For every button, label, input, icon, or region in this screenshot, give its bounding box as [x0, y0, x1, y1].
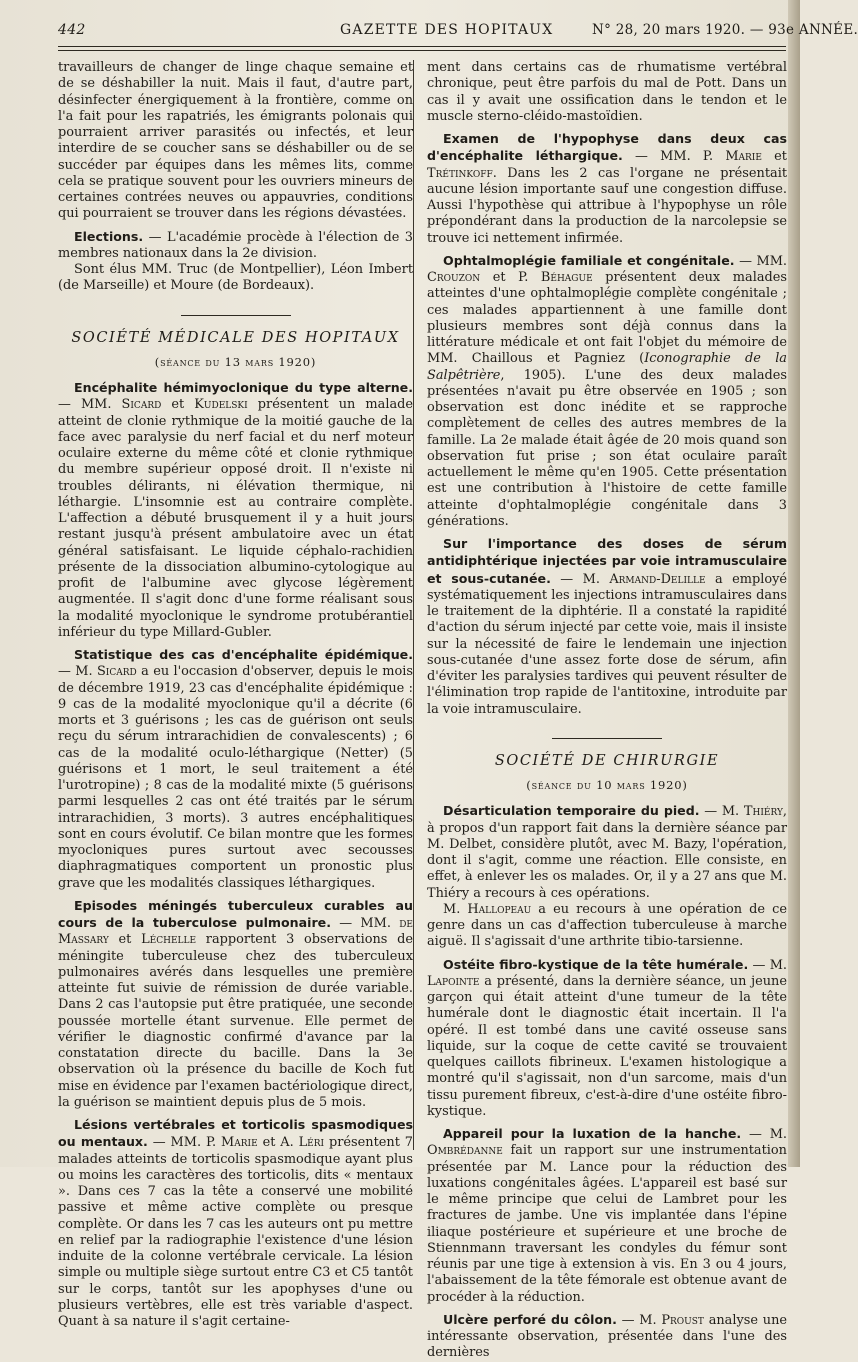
- elected-members: Sont élus MM. Truc (de Montpellier), Léon Imbert (de Marseille) et Moure (de Bordeaux).: [58, 262, 413, 294]
- article-serum-antidiphterique: Sur l'importance des doses de sérum antidiphtérique injectées par voie intramusculaire et sous-cutanée. — M. Armand-Delille a employé systématiquement les injections intramusculaires dans le traitement de la diphtérie. Il a constaté la rapidité d'action du sérum injecté par cette voie, mais il insiste sur la nécessité de faire le lendemain une injection sous-cutanée d'une assez forte dose de sérum, afin d'éviter les paralysies tardives qui peuvent résulter de l'élimination trop rapide de l'antitoxine, introduite par la voie intramusculaire.: [427, 536, 787, 717]
- left-column: [58, 60, 414, 1329]
- paragraph-continuation: ment dans certains cas de rhumatisme vertébral chronique, peut être parfois du mal de Pott. Dans un cas il y avait une ossification dans le tendon et le muscle sterno-cléido-mastoïdien.: [427, 60, 787, 124]
- right-column: [427, 60, 788, 1361]
- author-name: Proust: [661, 1312, 704, 1328]
- author-name: P. Marie: [702, 149, 762, 165]
- article-body: fait un rapport sur une instrumentation présentée par M. Lance pour la réduction des luxations congénitales âgées. L'appareil est basé sur le même principe que celui de Lambret pour les fractures de jambe. Une vis implantée dans l'épine iliaque postérieure et supérieure et une broche de Stiennmann traversant les condyles du fémur sont réunis par une tige à extension à vis. En 3 ou 4 jours, l'abaissement de la tête fémorale est obtenue avant de procéder à la réduction.: [427, 1143, 787, 1305]
- article-heading: Statistique des cas d'encéphalite épidémique.: [74, 647, 413, 662]
- article-desarticulation: Désarticulation temporaire du pied. — M. Thiéry, à propos d'un rapport fait dans la dernière séance par M. Delbet, considère plutôt, avec M. Bazy, l'opération, dont il s'agit, comme une réaction. Elle consiste, en effet, à enlever les os malades. Or, il y a 27 ans que M. Thiéry a recours à ces opérations.: [427, 803, 787, 901]
- header-rule-bottom: [58, 50, 786, 51]
- reference-title: Iconographie de la Salpêtrière: [427, 351, 787, 383]
- article-body: . Dans les 2 cas l'organe ne présentait aucune lésion importante sauf une congestion diffuse. Aussi l'hypothèse qui attribue à l'hypophyse un rôle prépondérant dans la production de la narcolepsie se trouve ici nettement infirmée.: [427, 165, 787, 246]
- author-name: Béhague: [540, 270, 593, 285]
- elections-paragraph: [58, 229, 413, 263]
- author-name: M. Hallopeau: [443, 901, 532, 917]
- article-body: présentent un malade atteint de clonie rythmique de la moitié gauche de la face avec paralysie du nerf facial et du nerf moteur oculaire externe du même côté et clonie rythmique du membre supérieur opposé droit. Il n'existe ni troubles délirants, ni élévation thermique, ni léthargie. L'insomnie est au contraire complète. L'affection a débuté brusquement il y a huit jours restant jusqu'à présent ambulatoire avec un état général satisfaisant. Le liquide céphalo-rachidien présente de la dissociation albumino-cytologique au profit de l'albumine avec glycose légèrement augmentée. Il s'agit donc d'une forme réalisant sous la modalité myoclonique le syndrome protubérantiel inférieur du type Millard-Gubler.: [58, 397, 414, 640]
- article-body: analyse une intéressante observation, présentée dans l'une des dernières: [427, 1312, 787, 1361]
- author-name: Ombrédanne: [427, 1143, 503, 1159]
- author-name: A. Léri: [280, 1135, 325, 1151]
- society-block-chirurgie: [427, 753, 787, 794]
- author-name: Armand-Delille: [609, 571, 706, 587]
- article-luxation-hanche: Appareil pour la luxation de la hanche. — M. Ombrédanne fait un rapport sur une instrumentation présentée par M. Lance pour la réduction des luxations congénitales âgées. L'appareil est basé sur le même principe que celui de Lambret pour les fractures de jambe. Une vis implantée dans l'épine iliaque postérieure et supérieure et une broche de Stiennmann traversant les condyles du fémur sont réunis par une tige à extension à vis. En 3 ou 4 jours, l'abaissement de la tête fémorale est obtenue avant de procéder à la réduction.: [427, 1126, 787, 1305]
- society-block-medicale: [58, 330, 413, 371]
- article-heading: Examen de l'hypophyse dans deux cas d'encéphalite léthargique.: [427, 131, 787, 164]
- article-heading: Appareil pour la luxation de la hanche.: [443, 1126, 742, 1141]
- page-number: 442: [58, 22, 86, 38]
- article-body: présentent deux malades atteintes d'une ophtalmoplégie complète congénitale ; ces malades appartiennent à une famille dont plusieurs membres sont déjà connus dans la littérature médicale et ont fait l'objet du mémoire de MM. Chaillous et Pagniez (: [427, 270, 788, 367]
- article-body: a présenté, dans la dernière séance, un jeune garçon qui était atteint d'une tumeur de la tête humérale dont le diagnostic était incertain. Il l'a opéré. Il est tombé dans une cavité osseuse sans liquide, sur la coque de cette cavité se trouvaient quelques caillots fibrineux. L'examen histologique a montré qu'il s'agissait, non d'un sarcome, mais d'un tissu purement fibreux, c'est-à-dire d'une ostéite fibro-kystique.: [427, 973, 787, 1119]
- society-title: SOCIÉTÉ DE CHIRURGIE: [494, 752, 720, 769]
- society-title: SOCIÉTÉ MÉDICALE DES HOPITAUX: [71, 329, 400, 346]
- article-body: a eu l'occasion d'observer, depuis le mois de décembre 1919, 23 cas d'encéphalite épidémique : 9 cas de la modalité myoclonique qu'il a décrite (6 morts et 3 guérisons ; les cas de guérison ont seuls reçu du sérum intrarachidien de convalescents) ; 6 cas de la modalité oculo-léthargique (Netter) (5 guérisons et 1 mort, le seul traitement a été l'urotropine) ; 8 cas de la modalité mixte (5 guérisons parmi lesquelles 2 cas ont été traités par le sérum intrarachidien, 3 morts). 3 autres encéphalitiques sont en cours évolutif. Ce bilan montre que les formes myocloniques pures surtout avec secousses diaphragmatiques comportent un pronostic plus grave que les modalités classiques léthargiques.: [58, 664, 414, 891]
- author-name: Kudelski: [194, 397, 248, 413]
- article-heading: Encéphalite hémimyoclonique du type alterne.: [74, 380, 413, 395]
- header-rule-top: [58, 46, 786, 47]
- article-heading: Ulcère perforé du côlon.: [443, 1311, 617, 1327]
- article-statistique-encephalite: Statistique des cas d'encéphalite épidémique. — M. Sicard a eu l'occasion d'observer, depuis le mois de décembre 1919, 23 cas d'encéphalite épidémique : 9 cas de la modalité myoclonique qu'il a décrite (6 morts et 3 guérisons ; les cas de guérison ont seuls reçu du sérum intrarachidien de convalescents) ; 6 cas de la modalité oculo-léthargique (Netter) (5 guérisons et 1 mort, le seul traitement a été l'urotropine) ; 8 cas de la modalité mixte (5 guérisons parmi lesquelles 2 cas ont été traités par le sérum intrarachidien, 3 morts). 3 autres encéphalitiques sont en cours évolutif. Ce bilan montre que les formes myocloniques pures surtout avec secousses diaphragmatiques comportent un pronostic plus grave que les modalités classiques léthargiques.: [58, 647, 414, 891]
- article-body: a eu recours à une opération de ce genre dans un cas d'affection tuberculeuse à marche aiguë. Il s'agissait d'une arthrite tibio-tarsienne.: [427, 901, 787, 950]
- author-name: de Massary: [58, 916, 413, 948]
- article-body: rapportent 3 observations de méningite tuberculeuse chez des tuberculeux pulmonaires avérés dans lesquelles une première atteinte fut suivie de rémission de durée variable. Dans 2 cas l'autopsie put être pratiquée, une seconde poussée mortelle étant survenue. Elle permet de vérifier le diagnostic confirmé d'avance par la constatation directe du bacille. Dans la 3e observation où la présence du bacille de Koch fut mise en évidence par l'examen bactériologique direct, la guérison se maintient depuis plus de 5 mois.: [58, 932, 413, 1110]
- author-name: Trétinkoff: [427, 165, 493, 181]
- author-name: Sicard: [96, 664, 137, 680]
- article-heading: Ostéite fibro-kystique de la tête humérale.: [443, 956, 749, 972]
- article-hypophyse: Examen de l'hypophyse dans deux cas d'encéphalite léthargique. — MM. P. Marie et Trétinkoff. Dans les 2 cas l'organe ne présentait aucune lésion importante sauf une congestion diffuse. Aussi l'hypothèse qui attribue à l'hypophyse un rôle prépondérant dans la production de la narcolepsie se trouve ici nettement infirmée.: [427, 131, 787, 246]
- author-name: Crouzon: [427, 270, 481, 285]
- issue-info: N° 28, 20 mars 1920. — 93e ANNÉE.: [592, 22, 858, 38]
- article-hallopeau: [427, 902, 787, 951]
- article-body: , à propos d'un rapport fait dans la dernière séance par M. Delbet, considère plutôt, avec M. Bazy, l'opération, dont il s'agit, comme une réaction. Elle consiste, en effet, à enlever les os malades. Or, il y a 27 ans que M. Thiéry a recours à ces opérations.: [427, 804, 787, 901]
- article-heading: Lésions vertébrales et torticolis spasmodiques ou mentaux.: [58, 1117, 413, 1150]
- society-session: (séance du 10 mars 1920): [526, 778, 688, 792]
- article-ulcere-colon: Ulcère perforé du côlon. — M. Proust analyse une intéressante observation, présentée dans l'une des dernières: [427, 1311, 787, 1361]
- column-divider: [413, 60, 414, 1150]
- article-episodes-meninges: Episodes méningés tuberculeux curables au cours de la tuberculose pulmonaire. — MM. de Massary et Léchelle rapportent 3 observations de méningite tuberculeuse chez des tuberculeux pulmonaires avérés dans lesquelles une première atteinte fut suivie de rémission de durée variable. Dans 2 cas l'autopsie put être pratiquée, une seconde poussée mortelle étant survenue. Elle permet de vérifier le diagnostic confirmé d'avance par la constatation directe du bacille. Dans la 3e observation où la présence du bacille de Koch fut mise en évidence par l'examen bactériologique direct, la guérison se maintient depuis plus de 5 mois.: [58, 897, 413, 1110]
- article-heading: Désarticulation temporaire du pied.: [443, 803, 700, 819]
- article-heading: Sur l'importance des doses de sérum antidiphtérique injectées par voie intramusculaire et sous-cutanée.: [427, 536, 787, 586]
- journal-title: GAZETTE DES HOPITAUX: [340, 22, 554, 38]
- article-lesions-vertebrales: Lésions vertébrales et torticolis spasmodiques ou mentaux. — MM. P. Marie et A. Léri présentent 7 malades atteints de torticolis spasmodique ayant plus ou moins les caractères des torticolis, dits « mentaux ». Dans ces 7 cas la tête a conservé une mobilité passive et même active complète ou presque complète. Or dans les 7 cas les auteurs ont pu mettre en relief par la radiographie l'existence d'une lésion induite de la colonne vertébrale cervicale. La lésion simple ou multiple siège surtout entre C3 et C5 tantôt sur le corps, tantôt sur les apophyses d'une ou plusieurs vertèbres, elle est très variable d'aspect. Quant à sa nature il s'agit certaine-: [58, 1117, 414, 1329]
- book-spine-shadow: [788, 0, 800, 1167]
- article-body: , 1905). L'une des deux malades présentées n'avait pu être observée en 1905 ; son observation est donc inédite et se rapproche complètement de celles des autres membres de la famille. La 2e malade était âgée de 20 mois quand son observation fut prise ; son état oculaire paraît actuellement le même qu'en 1905. Cette présentation est une contribution à l'histoire de cette famille atteinte d'ophtalmoplégie congénitale dans 3 générations.: [427, 367, 787, 529]
- author-name: Sicard: [121, 397, 162, 413]
- author-name: Thiéry: [743, 804, 783, 820]
- article-ophtalmoplegie: Ophtalmoplégie familiale et congénitale. — MM. Crouzon et P. Béhague présentent deux malades atteintes d'une ophtalmoplégie complète congénitale ; ces malades appartiennent à une famille dont plusieurs membres sont déjà connus dans la littérature médicale et ont fait l'objet du mémoire de MM. Chaillous et Pagniez (Iconographie de la Salpêtrière, 1905). L'une des deux malades présentées n'avait pu être observée en 1905 ; son observation est donc inédite et se rapproche complètement de celles des autres membres de la famille. La 2e malade était âgée de 20 mois quand son observation fut prise ; son état oculaire paraît actuellement le même qu'en 1905. Cette présentation est une contribution à l'histoire de cette famille atteinte d'ophtalmoplégie congénitale dans 3 générations.: [427, 252, 788, 529]
- author-name: Léchelle: [141, 932, 197, 948]
- article-heading: Episodes méningés tuberculeux curables au cours de la tuberculose pulmonaire.: [58, 897, 413, 930]
- author-name: P. Marie: [205, 1135, 258, 1151]
- elections-heading: Elections.: [74, 228, 144, 244]
- society-session: (séance du 13 mars 1920): [154, 354, 317, 369]
- article-heading: Ophtalmoplégie familiale et congénitale.: [443, 252, 735, 268]
- paragraph-continuation: travailleurs de changer de linge chaque semaine et de se déshabiller la nuit. Mais il faut, d'autre part, désinfecter énergiquement à la frontière, comme on l'a fait pour les rapatriés, les émigrants polonais qui pourraient arriver parasités ou infectés, et leur interdire de se coucher sans se déshabiller ou de se succéder par équipes dans les mêmes lits, comme cela se pratique souvent pour les ouvriers mineurs de certaines contrées neuves ou appauvries, conditions qui pourraient se trouver dans les régions dévastées.: [58, 60, 413, 222]
- article-encephalite-hemimyoclonique: Encéphalite hémimyoclonique du type alterne. — MM. Sicard et Kudelski présentent un malade atteint de clonie rythmique de la moitié gauche de la face avec paralysie du nerf facial et du nerf moteur oculaire externe du même côté et clonie rythmique du membre supérieur opposé droit. Il n'existe ni troubles délirants, ni élévation thermique, ni léthargie. L'insomnie est au contraire complète. L'affection a débuté brusquement il y a huit jours restant jusqu'à présent ambulatoire avec un état général satisfaisant. Le liquide céphalo-rachidien présente de la dissociation albumino-cytologique au profit de l'albumine avec glycose légèrement augmentée. Il s'agit donc d'une forme réalisant sous la modalité myoclonique le syndrome protubérantiel inférieur du type Millard-Gubler.: [58, 380, 414, 640]
- article-body: a employé systématiquement les injections intramusculaires dans le traitement de la diphtérie. Il a constaté la rapidité d'action du sérum injecté par cette voie, mais il insiste sur la nécessité de faire le lendemain une injection sous-cutanée d'une assez forte dose de sérum, afin d'éviter les paralysies tardives qui peuvent résulter de l'élimination trop rapide de l'antitoxine, introduite par la voie intramusculaire.: [427, 571, 787, 717]
- article-osteite: Ostéite fibro-kystique de la tête humérale. — M. Lapointe a présenté, dans la dernière séance, un jeune garçon qui était atteint d'une tumeur de la tête humérale dont le diagnostic était incertain. Il l'a opéré. Il est tombé dans une cavité osseuse sans liquide, sur la coque de cette cavité se trouvaient quelques caillots fibrineux. L'examen histologique a montré qu'il s'agissait, non d'un sarcome, mais d'un tissu purement fibreux, c'est-à-dire d'une ostéite fibro-kystique.: [427, 956, 787, 1119]
- article-body: présentent 7 malades atteints de torticolis spasmodique ayant plus ou moins les caractères des torticolis, dits « mentaux ». Dans ces 7 cas la tête a conservé une mobilité passive et même active complète ou presque complète. Or dans les 7 cas les auteurs ont pu mettre en relief par la radiographie l'existence d'une lésion induite de la colonne vertébrale cervicale. La lésion simple ou multiple siège surtout entre C3 et C5 tantôt sur le corps, tantôt sur les apophyses d'une ou plusieurs vertèbres, elle est très variable d'aspect. Quant à sa nature il s'agit certaine-: [58, 1135, 414, 1329]
- author-name: Lapointe: [427, 973, 480, 989]
- page-header: [58, 22, 858, 44]
- elections-text: — L'académie procède à l'élection de 3 membres nationaux dans la 2e division.: [58, 229, 413, 261]
